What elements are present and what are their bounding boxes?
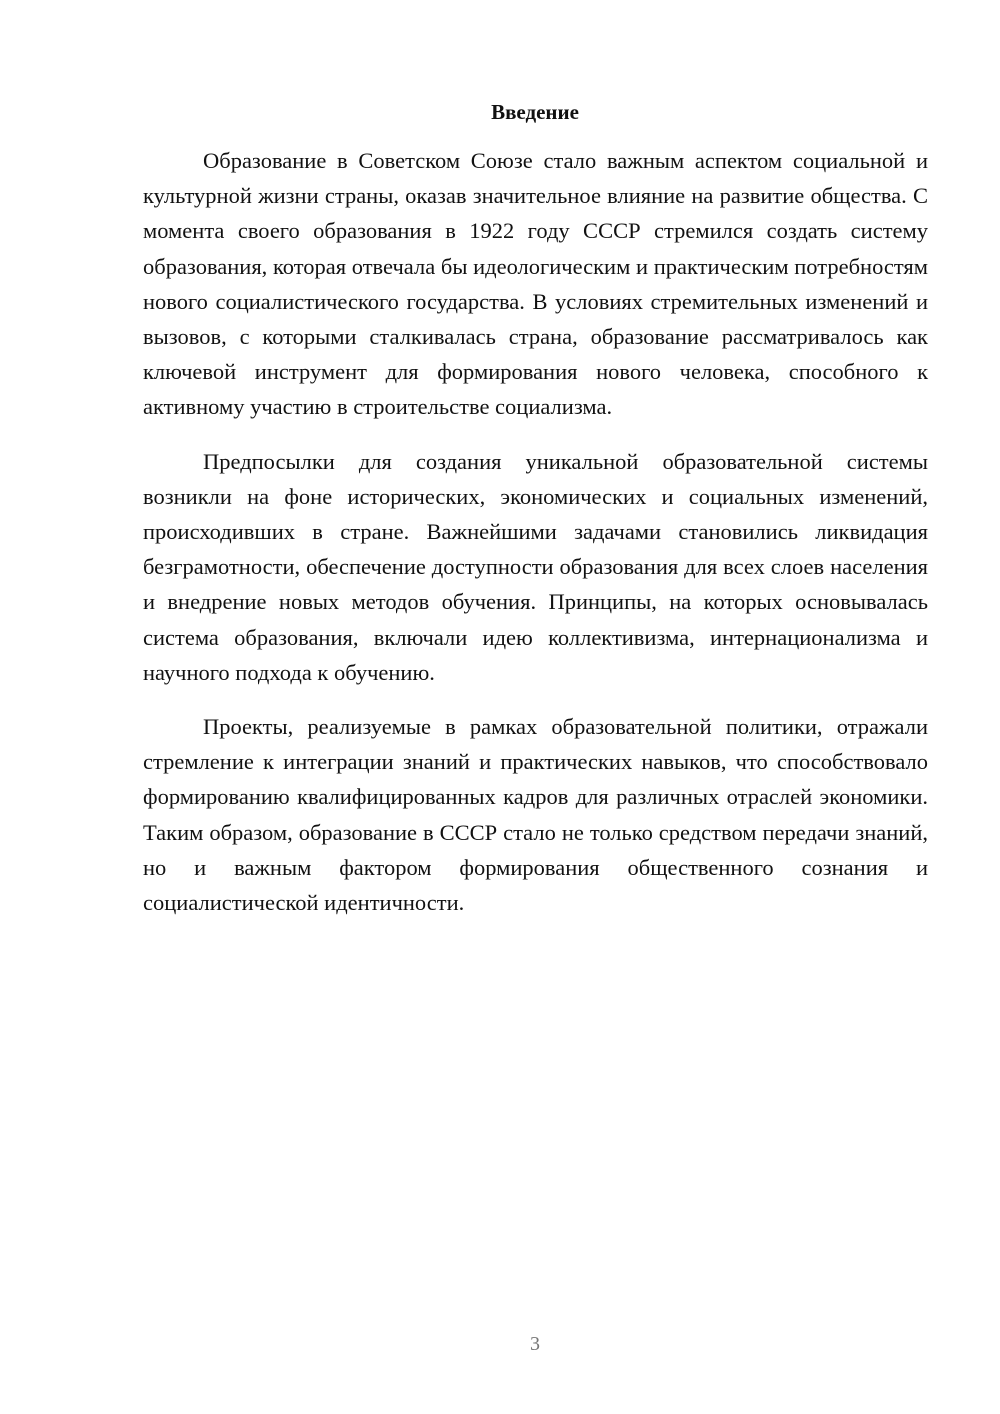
paragraph-1: Образование в Советском Союзе стало важным аспектом социальной и культурной жизни страны, оказав значительное влияние на развитие общества. С момента своего образования в 1922 году СССР стремился создать систему образования, которая отвечала бы идеологическим и практическим потребностям нового социалистического государства. В условиях стремительных изменений и вызовов, с которыми сталкивалась страна, образование рассматривалось как ключевой инструмент для формирования нового человека, способного к активному участию в строительстве социализма. [143,148,928,420]
page-number: 3 [530,1333,540,1355]
paragraph-3: Проекты, реализуемые в рамках образовательной политики, отражали стремление к интеграции знаний и практических навыков, что способствовало формированию квалифицированных кадров для различных отраслей экономики. Таким образом, образование в СССР стало не только средством передачи знаний, но и важным фактором формирования общественного сознания и социалистической идентичности. [143,714,928,916]
body-text [143,143,928,939]
paragraph-2: Предпосылки для создания уникальной образовательной системы возникли на фоне исторических, экономических и социальных изменений, происходивших в стране. Важнейшими задачами становились ликвидация безграмотности, обеспечение доступности образования для всех слоев населения и внедрение новых методов обучения. Принципы, на которых основывалась система образования, включали идею коллективизма, интернационализма и научного подхода к обучению. [143,448,928,685]
section-heading: Введение [491,100,579,124]
